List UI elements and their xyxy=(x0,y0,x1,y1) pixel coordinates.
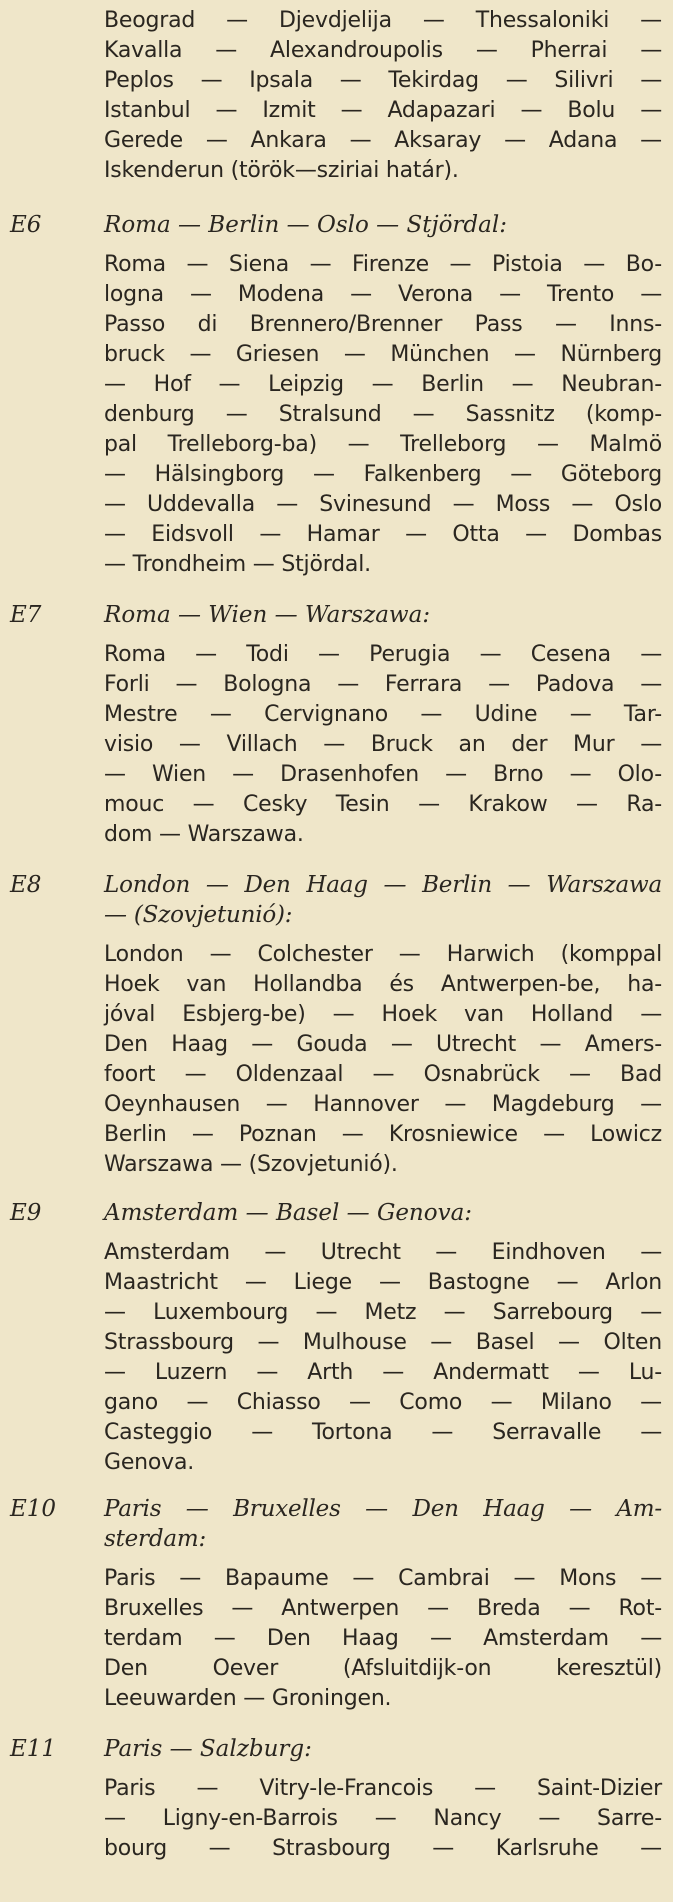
route-line: Den Haag — Gouda — Utrecht — Amers- xyxy=(104,1032,662,1057)
route-line: Paris — Bapaume — Cambrai — Mons — xyxy=(104,1566,662,1591)
route-code: E10 xyxy=(10,1496,57,1522)
route-line: Bruxelles — Antwerpen — Breda — Rot- xyxy=(104,1596,662,1621)
route-code: E6 xyxy=(10,212,42,238)
route-line: Roma — Todi — Perugia — Cesena — xyxy=(104,642,662,667)
route-line: — Hof — Leipzig — Berlin — Neubran- xyxy=(104,372,662,397)
route-line: — Luzern — Arth — Andermatt — Lu- xyxy=(104,1360,662,1385)
route-description xyxy=(104,250,662,580)
route-line: jóval Esbjerg-be) — Hoek van Holland — xyxy=(104,1002,662,1027)
route-line: — Wien — Drasenhofen — Brno — Olo- xyxy=(104,762,662,787)
route-line: gano — Chiasso — Como — Milano — xyxy=(104,1390,662,1415)
route-code: E8 xyxy=(10,872,42,898)
intro-line: Iskenderun (török—sziriai határ). xyxy=(104,158,459,183)
route-line: Hoek van Hollandba és Antwerpen-be, ha- xyxy=(104,972,662,997)
route-heading xyxy=(104,600,662,630)
intro-line: Beograd — Djevdjelija — Thessaloniki — xyxy=(104,8,662,33)
route-description xyxy=(104,1774,662,1864)
intro-line: Peplos — Ipsala — Tekirdag — Silivri — xyxy=(104,68,662,93)
route-line: pal Trelleborg-ba) — Trelleborg — Malmö xyxy=(104,432,662,457)
route-line: — Eidsvoll — Hamar — Otta — Dombas xyxy=(104,522,662,547)
intro-route-text xyxy=(104,6,662,186)
route-description xyxy=(104,1564,662,1714)
intro-line: Istanbul — Izmit — Adapazari — Bolu — xyxy=(104,98,662,123)
route-line: Genova. xyxy=(104,1450,195,1475)
route-heading xyxy=(104,1494,662,1554)
route-line: logna — Modena — Verona — Trento — xyxy=(104,282,662,307)
route-line: — Uddevalla — Svinesund — Moss — Oslo xyxy=(104,492,662,517)
route-code: E11 xyxy=(10,1736,57,1762)
route-heading-line: Amsterdam — Basel — Genova: xyxy=(104,1200,473,1226)
route-heading xyxy=(104,1198,662,1228)
route-heading-line: Roma — Wien — Warszawa: xyxy=(104,602,431,628)
intro-line: Kavalla — Alexandroupolis — Pherrai — xyxy=(104,38,662,63)
route-heading-line: Roma — Berlin — Oslo — Stjördal: xyxy=(104,212,507,238)
route-heading-line: Paris — Salzburg: xyxy=(104,1736,312,1762)
route-description xyxy=(104,640,662,850)
route-line: foort — Oldenzaal — Osnabrück — Bad xyxy=(104,1062,662,1087)
route-line: — Ligny-en-Barrois — Nancy — Sarre- xyxy=(104,1806,662,1831)
intro-line: Gerede — Ankara — Aksaray — Adana — xyxy=(104,128,662,153)
route-heading-line: Paris — Bruxelles — Den Haag — Am- xyxy=(104,1496,662,1522)
route-line: Berlin — Poznan — Krosniewice — Lowicz xyxy=(104,1122,662,1147)
route-heading xyxy=(104,210,662,240)
route-line: London — Colchester — Harwich (komppal xyxy=(104,942,662,967)
route-line: Maastricht — Liege — Bastogne — Arlon xyxy=(104,1270,662,1295)
route-line: Strassbourg — Mulhouse — Basel — Olten xyxy=(104,1330,662,1355)
route-line: bruck — Griesen — München — Nürnberg xyxy=(104,342,662,367)
route-line: Warszawa — (Szovjetunió). xyxy=(104,1152,398,1177)
route-heading-line: — (Szovjetunió): xyxy=(104,902,293,928)
route-line: Leeuwarden — Groningen. xyxy=(104,1686,392,1711)
route-line: Den Oever (Afsluitdijk-on keresztül) xyxy=(104,1656,662,1681)
route-line: denburg — Stralsund — Sassnitz (komp- xyxy=(104,402,662,427)
route-line: Amsterdam — Utrecht — Eindhoven — xyxy=(104,1240,662,1265)
route-heading xyxy=(104,870,662,930)
route-heading xyxy=(104,1734,662,1764)
route-line: bourg — Strasbourg — Karlsruhe — xyxy=(104,1836,662,1861)
route-line: Paris — Vitry-le-Francois — Saint-Dizier xyxy=(104,1776,662,1801)
route-description xyxy=(104,1238,662,1478)
route-line: dom — Warszawa. xyxy=(104,822,304,847)
route-line: — Luxembourg — Metz — Sarrebourg — xyxy=(104,1300,662,1325)
route-line: — Trondheim — Stjördal. xyxy=(104,552,371,577)
route-line: Passo di Brennero/Brenner Pass — Inns- xyxy=(104,312,662,337)
route-line: Roma — Siena — Firenze — Pistoia — Bo- xyxy=(104,252,662,277)
route-line: Forli — Bologna — Ferrara — Padova — xyxy=(104,672,662,697)
route-line: mouc — Cesky Tesin — Krakow — Ra- xyxy=(104,792,662,817)
route-line: Casteggio — Tortona — Serravalle — xyxy=(104,1420,662,1445)
route-line: Oeynhausen — Hannover — Magdeburg — xyxy=(104,1092,662,1117)
route-description xyxy=(104,940,662,1180)
route-line: — Hälsingborg — Falkenberg — Göteborg xyxy=(104,462,662,487)
route-code: E9 xyxy=(10,1200,42,1226)
route-heading-line: sterdam: xyxy=(104,1526,207,1552)
route-heading-line: London — Den Haag — Berlin — Warszawa xyxy=(104,872,662,898)
route-line: Mestre — Cervignano — Udine — Tar- xyxy=(104,702,662,727)
route-line: terdam — Den Haag — Amsterdam — xyxy=(104,1626,662,1651)
route-line: visio — Villach — Bruck an der Mur — xyxy=(104,732,662,757)
route-code: E7 xyxy=(10,602,42,628)
